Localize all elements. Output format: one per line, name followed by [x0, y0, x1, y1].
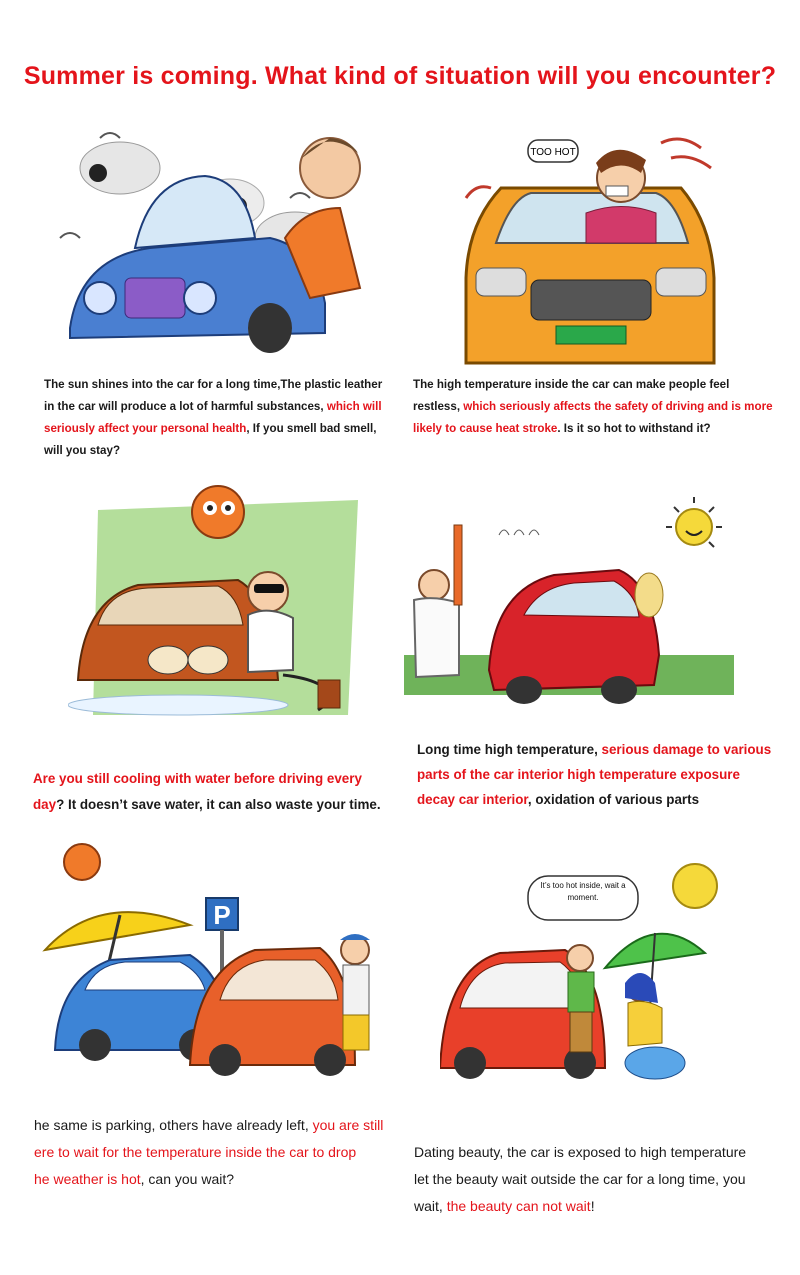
page-title: Summer is coming. What kind of situation will you encounter? — [23, 62, 777, 90]
caption-text: The high temperature inside the car can make people feel restless, — [413, 378, 730, 413]
caption-hot-driver — [413, 374, 773, 440]
caption-text: The sun shines into the car for a long time,The plastic leather in the car will produce a lot of harmful substances, — [44, 378, 383, 413]
illustration-interior-damage — [404, 495, 734, 720]
caption-highlight: you are still ere to wait for the temperature inside the car to drop he weather is hot — [34, 1117, 384, 1187]
caption-water-cooling — [33, 766, 393, 818]
caption-highlight: which seriously affects the safety of driving and is more likely to cause heat stroke — [413, 400, 773, 435]
too-hot-bubble-text: TOO HOT — [530, 147, 576, 158]
caption-date-waiting — [414, 1112, 800, 1220]
caption-text: Dating beauty, the car is exposed to high temperature let the beauty wait outside the car for a long time, you wait, — [414, 1144, 747, 1214]
illustration-date-waiting — [440, 858, 740, 1088]
parking-sign-letter: P — [213, 900, 231, 930]
caption-text: Long time high temperature, — [417, 742, 602, 757]
caption-text: ! — [590, 1198, 595, 1214]
caption-highlight: which will seriously affect your personal health — [44, 400, 382, 435]
caption-text: , If you smell bad smell, will you stay? — [44, 422, 377, 457]
caption-parking-wait — [34, 1112, 404, 1193]
caption-text: , oxidation of various parts — [527, 792, 700, 807]
illustration-parking-wait — [40, 840, 390, 1080]
caption-highlight: the beauty can not wait — [446, 1198, 591, 1214]
caption-highlight: serious damage to various parts of the car interior high temperature exposure decay car interior — [417, 742, 772, 807]
caption-text: he same is parking, others have already left, — [34, 1117, 313, 1133]
caption-text: ? It doesn’t save water, it can also waste your time. — [56, 797, 381, 812]
hot-inside-bubble-text: It’s too hot inside, wait a moment. — [540, 881, 626, 902]
caption-smelly-car — [44, 374, 389, 462]
illustration-water-cooling — [68, 480, 368, 720]
caption-interior-damage — [417, 737, 777, 812]
illustration-hot-driver — [456, 128, 726, 368]
caption-text: . Is it so hot to withstand it? — [557, 422, 711, 435]
caption-text: , can you wait? — [140, 1171, 235, 1187]
illustration-smelly-car — [40, 128, 370, 358]
caption-highlight: Are you still cooling with water before driving every day — [33, 771, 362, 812]
